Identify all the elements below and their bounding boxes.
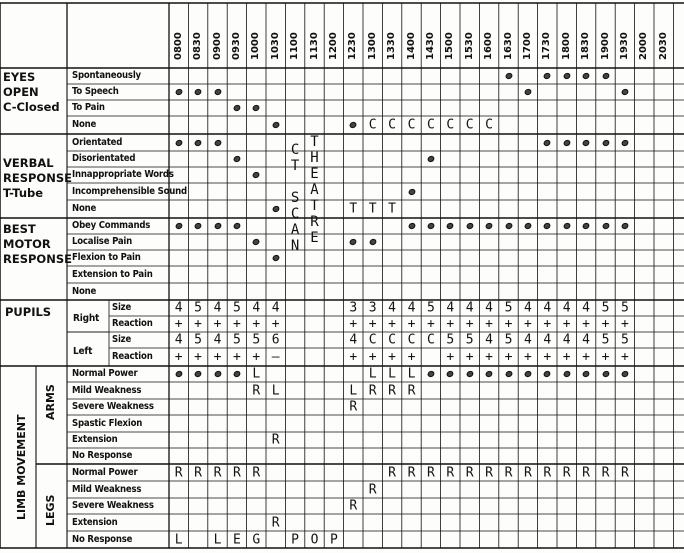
observation-entry: + bbox=[213, 349, 222, 365]
row-label: Size bbox=[112, 334, 132, 345]
note-letter: S bbox=[290, 190, 300, 206]
observation-entry: – bbox=[271, 349, 280, 365]
observation-entry: 4 bbox=[465, 300, 474, 316]
observation-entry: 4 bbox=[582, 332, 591, 348]
observation-entry: C bbox=[485, 117, 494, 133]
time-column-header: 2030 bbox=[657, 32, 669, 60]
observation-entry: 4 bbox=[174, 332, 183, 348]
observation-entry: L bbox=[213, 532, 222, 547]
observation-entry: 5 bbox=[252, 332, 261, 348]
time-column-header: 1830 bbox=[580, 32, 592, 60]
observation-entry: L bbox=[407, 366, 416, 382]
section-motor-line-3: RESPONSE bbox=[3, 252, 72, 266]
observation-entry: R bbox=[368, 383, 377, 398]
time-column-header: 1630 bbox=[502, 32, 514, 60]
row-label: Normal Power bbox=[72, 466, 138, 478]
observation-entry: 4 bbox=[562, 332, 571, 348]
section-eyes-line-1: EYES bbox=[3, 70, 36, 84]
observation-entry: 5 bbox=[232, 332, 241, 348]
observation-entry: + bbox=[232, 316, 241, 332]
section-pupils: PUPILS bbox=[5, 305, 52, 319]
observation-entry: C bbox=[465, 117, 474, 133]
observation-entry: + bbox=[213, 316, 222, 332]
observation-entry: R bbox=[446, 465, 455, 480]
observation-entry: P bbox=[291, 532, 300, 547]
observation-entry: R bbox=[174, 465, 183, 480]
observation-entry: + bbox=[562, 316, 571, 332]
section-verbal-line-1: VERBAL bbox=[3, 156, 54, 170]
section-eyes-open bbox=[3, 70, 60, 115]
observation-entry: + bbox=[194, 316, 203, 332]
observation-entry: + bbox=[620, 349, 629, 365]
note-letter: R bbox=[310, 214, 319, 230]
time-column-header: 1000 bbox=[250, 32, 262, 60]
observation-entry: O bbox=[310, 532, 319, 547]
time-column-header: 0930 bbox=[230, 32, 242, 60]
observation-entry: + bbox=[446, 349, 455, 365]
section-limb-movement: LIMB MOVEMENT bbox=[15, 414, 28, 520]
row-label: No Response bbox=[72, 450, 133, 461]
note-letter: H bbox=[310, 150, 319, 166]
observation-entry: + bbox=[601, 316, 610, 332]
row-label: Extension to Pain bbox=[72, 268, 153, 280]
observation-entry: + bbox=[252, 316, 261, 332]
time-column-header: 1930 bbox=[618, 32, 630, 60]
observation-entry: 4 bbox=[562, 300, 571, 316]
row-label: To Pain bbox=[72, 102, 105, 113]
section-eyes-line-3: C-Closed bbox=[3, 100, 60, 114]
section-verbal-response bbox=[3, 156, 72, 201]
observation-entry: 4 bbox=[407, 300, 416, 316]
observation-entry: + bbox=[368, 316, 377, 332]
row-label: Mild Weakness bbox=[72, 483, 142, 495]
section-motor-line-1: BEST bbox=[3, 222, 36, 236]
observation-entry: 5 bbox=[601, 332, 610, 348]
observation-entry: + bbox=[562, 349, 571, 365]
observation-entry: R bbox=[426, 465, 435, 480]
observation-entry: C bbox=[426, 332, 435, 348]
observation-entry: 4 bbox=[543, 332, 552, 348]
observation-entry: R bbox=[368, 482, 377, 497]
row-label: Spontaneously bbox=[72, 70, 141, 81]
observation-entry: R bbox=[252, 383, 261, 398]
observation-entry: R bbox=[601, 465, 610, 480]
observation-entry: R bbox=[349, 399, 358, 415]
observation-entry: R bbox=[213, 465, 222, 480]
observation-entry: L bbox=[252, 366, 261, 382]
observation-entry: + bbox=[485, 349, 494, 365]
time-column-header: 1300 bbox=[366, 32, 378, 60]
time-column-header: 1400 bbox=[405, 32, 417, 60]
observation-entry: L bbox=[271, 383, 280, 398]
observation-entry: R bbox=[252, 465, 261, 480]
observation-entry: R bbox=[388, 383, 397, 398]
observation-entry: + bbox=[194, 349, 203, 365]
observation-entry: R bbox=[485, 465, 494, 480]
time-column-header: 1530 bbox=[463, 32, 475, 60]
time-column-header: 1500 bbox=[444, 32, 456, 60]
time-column-header: 1130 bbox=[308, 32, 320, 60]
observation-entry: L bbox=[174, 532, 183, 547]
observation-entry: R bbox=[407, 465, 416, 480]
note-letter: N bbox=[290, 238, 300, 254]
observation-entry: 5 bbox=[446, 332, 455, 348]
time-column-header: 0900 bbox=[211, 32, 223, 60]
row-label: Innappropriate Words bbox=[72, 169, 174, 180]
row-label: Severe Weakness bbox=[72, 500, 154, 511]
row-label: Reaction bbox=[112, 318, 153, 329]
observation-entry: C bbox=[426, 117, 435, 133]
observation-entry: T bbox=[388, 201, 397, 217]
row-label: None bbox=[72, 119, 97, 130]
time-column-header: 0830 bbox=[192, 32, 204, 60]
observation-entry: C bbox=[407, 332, 416, 348]
observation-entry: 3 bbox=[368, 300, 377, 316]
observation-entry: 5 bbox=[194, 332, 203, 348]
observation-entry: + bbox=[368, 349, 377, 365]
observation-entry: 5 bbox=[232, 300, 241, 316]
time-column-header: 1230 bbox=[347, 32, 359, 60]
observation-entry: R bbox=[543, 465, 552, 480]
note-letter bbox=[291, 174, 299, 190]
observation-entry: T bbox=[368, 201, 377, 217]
observation-entry: + bbox=[582, 316, 591, 332]
time-column-header: 1200 bbox=[327, 32, 339, 60]
observation-entry: + bbox=[543, 349, 552, 365]
note-letter: A bbox=[310, 182, 319, 198]
section-legs: LEGS bbox=[44, 494, 57, 526]
observation-entry: T bbox=[349, 201, 358, 217]
time-column-header: 1030 bbox=[269, 32, 281, 60]
time-column-header: 1800 bbox=[560, 32, 572, 60]
time-column-header: 2000 bbox=[638, 32, 650, 60]
row-label: None bbox=[72, 285, 97, 297]
observation-entry: + bbox=[543, 316, 552, 332]
observation-entry: 5 bbox=[194, 300, 203, 316]
observation-entry: R bbox=[582, 465, 591, 480]
row-label: Extension bbox=[72, 516, 118, 528]
time-column-header: 1100 bbox=[289, 32, 301, 60]
row-label: None bbox=[72, 203, 97, 214]
row-label: No Response bbox=[72, 533, 133, 545]
observation-entry: 4 bbox=[349, 332, 358, 348]
time-column-header: 1600 bbox=[483, 32, 495, 60]
observation-entry: 4 bbox=[252, 300, 261, 316]
time-column-header: 1430 bbox=[424, 32, 436, 60]
observation-entry: + bbox=[174, 316, 183, 332]
observation-entry: R bbox=[465, 465, 474, 480]
observation-entry: 4 bbox=[582, 300, 591, 316]
row-label: Reaction bbox=[112, 351, 153, 362]
time-column-header: 0800 bbox=[172, 32, 184, 60]
observation-entry: 4 bbox=[271, 300, 280, 316]
observation-entry: R bbox=[271, 432, 280, 448]
note-letter: C bbox=[290, 142, 300, 158]
observation-entry: C bbox=[368, 332, 377, 348]
row-label: Severe Weakness bbox=[72, 401, 154, 412]
row-label: Size bbox=[112, 302, 132, 313]
observation-entry: + bbox=[388, 316, 397, 332]
observation-entry: 5 bbox=[465, 332, 474, 348]
section-eyes-line-2: OPEN bbox=[3, 85, 39, 99]
section-best-motor-response bbox=[3, 222, 72, 267]
time-column-header: 1330 bbox=[386, 32, 398, 60]
observation-entry: + bbox=[232, 349, 241, 365]
observation-entry: 4 bbox=[523, 332, 532, 348]
observation-entry: + bbox=[485, 316, 494, 332]
observation-entry: 5 bbox=[620, 300, 629, 316]
observation-entry: + bbox=[407, 316, 416, 332]
observation-entry: + bbox=[582, 349, 591, 365]
note-letter: T bbox=[310, 198, 319, 214]
row-label: Incomprehensible Sound bbox=[72, 185, 187, 197]
observation-entry: + bbox=[504, 316, 513, 332]
observation-entry: + bbox=[446, 316, 455, 332]
row-label: Localise Pain bbox=[72, 236, 133, 247]
observation-entry: E bbox=[232, 532, 241, 547]
note-ct-scan bbox=[291, 142, 299, 254]
section-verbal-line-2: RESPONSE bbox=[3, 171, 72, 185]
row-label: Obey Commands bbox=[72, 220, 151, 231]
time-column-header: 1700 bbox=[521, 32, 533, 60]
row-label: Spastic Flexion bbox=[72, 417, 143, 429]
section-motor-line-2: MOTOR bbox=[3, 237, 51, 251]
observation-entry: 4 bbox=[485, 332, 494, 348]
observation-entry: 4 bbox=[523, 300, 532, 316]
observation-entry: + bbox=[523, 349, 532, 365]
observation-entry: + bbox=[174, 349, 183, 365]
observation-entry: + bbox=[465, 316, 474, 332]
observation-entry: 5 bbox=[620, 332, 629, 348]
observation-entry: + bbox=[407, 349, 416, 365]
row-label: Disorientated bbox=[72, 153, 136, 164]
row-label: To Speech bbox=[72, 86, 119, 97]
section-verbal-line-3: T-Tube bbox=[3, 186, 44, 200]
observation-entry: 4 bbox=[446, 300, 455, 316]
row-label: Orientated bbox=[72, 136, 123, 148]
note-letter: E bbox=[310, 166, 319, 182]
observation-entry: + bbox=[349, 349, 358, 365]
observation-entry: 6 bbox=[271, 332, 280, 348]
observation-entry: + bbox=[620, 316, 629, 332]
row-label: Flexion to Pain bbox=[72, 252, 141, 263]
observation-entry: 3 bbox=[349, 300, 358, 316]
observation-entry: + bbox=[388, 349, 397, 365]
pupil-left-label: Left bbox=[73, 346, 93, 357]
observation-entry: + bbox=[504, 349, 513, 365]
observation-entry: + bbox=[252, 349, 261, 365]
observation-entry: P bbox=[329, 532, 338, 547]
observation-entry: C bbox=[388, 117, 397, 133]
row-label: Normal Power bbox=[72, 368, 138, 379]
observation-entry: R bbox=[504, 465, 513, 480]
section-arms: ARMS bbox=[44, 384, 57, 420]
row-label: Extension bbox=[72, 434, 118, 445]
observation-entry: R bbox=[349, 498, 358, 514]
observation-entry: C bbox=[407, 117, 416, 133]
observation-entry: 5 bbox=[426, 300, 435, 316]
observation-entry: C bbox=[388, 332, 397, 348]
observation-entry: + bbox=[601, 349, 610, 365]
observation-entry: R bbox=[271, 515, 280, 530]
observation-entry: L bbox=[349, 383, 358, 398]
observation-entry: 4 bbox=[388, 300, 397, 316]
observation-entry: R bbox=[407, 383, 416, 398]
observation-entry: 4 bbox=[174, 300, 183, 316]
observation-entry: + bbox=[426, 316, 435, 332]
note-letter: C bbox=[290, 206, 300, 222]
observation-entry: 4 bbox=[213, 332, 222, 348]
observation-entry: 5 bbox=[601, 300, 610, 316]
observation-entry: R bbox=[232, 465, 241, 480]
observation-entry: 5 bbox=[504, 300, 513, 316]
observation-entry: C bbox=[446, 117, 455, 133]
time-column-header: 1730 bbox=[541, 32, 553, 60]
observation-entry: + bbox=[349, 316, 358, 332]
observation-entry: 4 bbox=[213, 300, 222, 316]
row-label: Mild Weakness bbox=[72, 384, 142, 396]
observation-entry: R bbox=[388, 465, 397, 480]
observation-entry: R bbox=[523, 465, 532, 480]
observation-entry: 5 bbox=[504, 332, 513, 348]
note-letter: T bbox=[290, 158, 300, 174]
note-letter: A bbox=[290, 222, 300, 238]
observation-entry: + bbox=[465, 349, 474, 365]
note-letter: T bbox=[310, 134, 319, 150]
observation-entry: 4 bbox=[543, 300, 552, 316]
observation-entry: R bbox=[562, 465, 571, 480]
observation-entry: L bbox=[368, 366, 377, 382]
observation-entry: L bbox=[388, 366, 397, 382]
observation-entry: C bbox=[368, 117, 377, 133]
observation-entry: + bbox=[523, 316, 532, 332]
note-letter: E bbox=[310, 230, 319, 246]
note-theatre bbox=[310, 134, 318, 246]
observation-entry: R bbox=[194, 465, 203, 480]
observation-entry: 4 bbox=[485, 300, 494, 316]
observation-entry: G bbox=[252, 532, 261, 547]
pupil-right-label: Right bbox=[73, 313, 100, 324]
observation-entry: + bbox=[271, 316, 280, 332]
time-column-header: 1900 bbox=[599, 32, 611, 60]
observation-entry: R bbox=[620, 465, 629, 480]
